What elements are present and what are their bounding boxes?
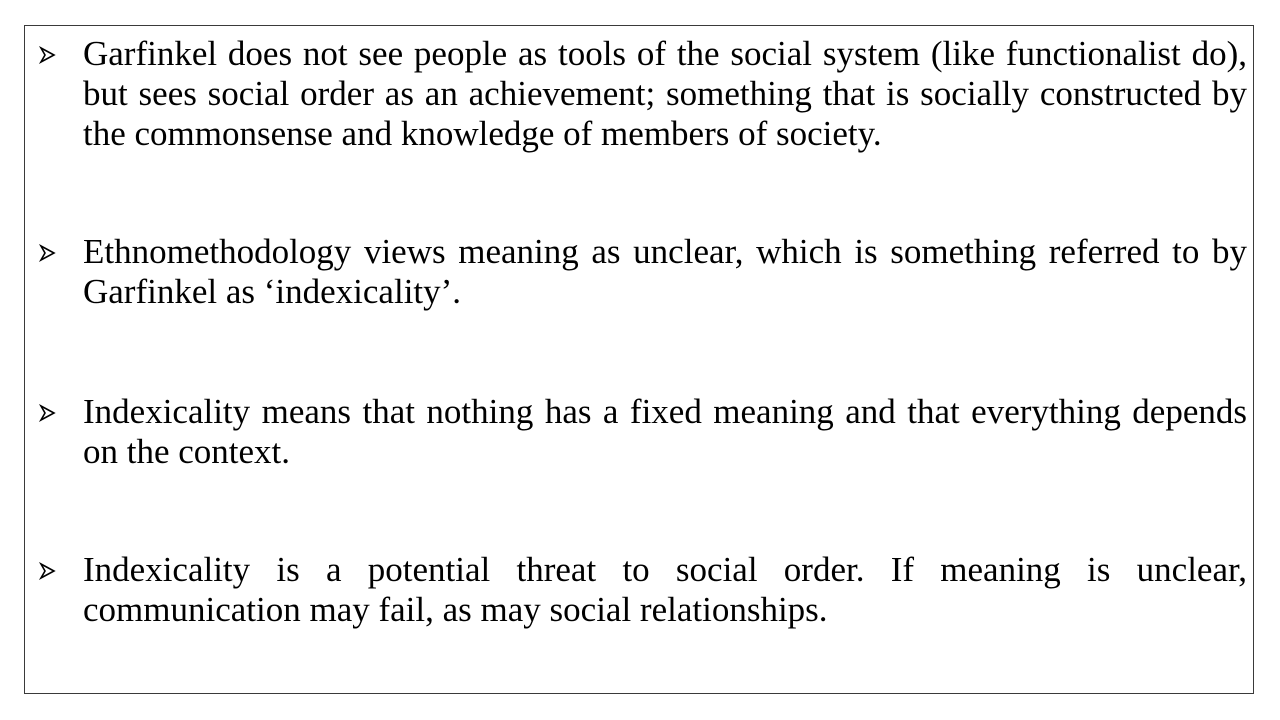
arrowhead-bullet-icon — [38, 562, 56, 580]
arrowhead-bullet-icon — [38, 404, 56, 422]
bullet-text: Ethnomethodology views meaning as unclear, which is something referred to by Garfinkel as ‘indexicality’. — [83, 232, 1247, 311]
slide-content-frame — [24, 25, 1254, 694]
arrowhead-bullet-icon — [38, 46, 56, 64]
bullet-text: Indexicality means that nothing has a fixed meaning and that everything depends on the context. — [83, 392, 1247, 471]
bullet-text: Garfinkel does not see people as tools of the social system (like functionalist do), but sees social order as an achievement; something that is socially constructed by the commonsense and knowledge of members of society. — [83, 34, 1247, 153]
bullet-text: Indexicality is a potential threat to social order. If meaning is unclear, communication may fail, as may social relationships. — [83, 550, 1247, 629]
arrowhead-bullet-icon — [38, 244, 56, 262]
